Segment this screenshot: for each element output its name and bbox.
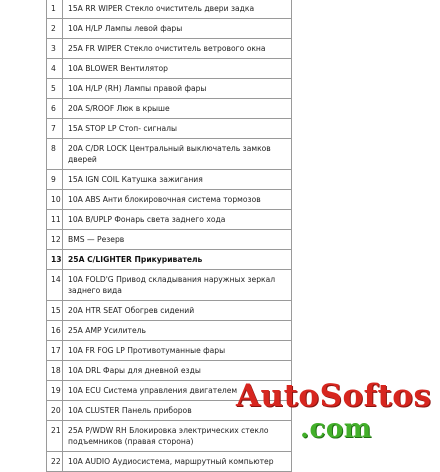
table-row [47,99,292,119]
fuse-description-cell: 15A STOP LP Стоп- сигналы [63,119,292,139]
fuse-description-cell: 10A ECU Система управления двигателем [63,381,292,401]
table-row [47,381,292,401]
table-row [47,19,292,39]
fuse-description-cell: 10A B/UPLP Фонарь света заднего хода [63,210,292,230]
fuse-number-cell: 12 [47,230,63,250]
fuse-description-cell: 10A ABS Анти блокировочная система тормозов [63,190,292,210]
fuse-description-cell: 20A HTR SEAT Обогрев сидений [63,301,292,321]
fuse-number-cell: 10 [47,190,63,210]
table-row [47,0,292,19]
fuse-description-cell: 25A P/WDW RH Блокировка электрических стекло подъемников (правая сторона) [63,421,292,452]
table-row [47,421,292,452]
table-row [47,250,292,270]
fuse-number-cell: 22 [47,452,63,472]
table-row [47,401,292,421]
fuse-number-cell: 16 [47,321,63,341]
table-row [47,452,292,472]
watermark-autosoftos: AutoSoftos [236,378,432,414]
table-row [47,270,292,301]
fuse-number-cell: 11 [47,210,63,230]
table-row [47,59,292,79]
fuse-number-cell: 20 [47,401,63,421]
fuse-description-cell: 25A AMP Усилитель [63,321,292,341]
fuse-description-cell: 25A FR WIPER Стекло очиститель ветрового окна [63,39,292,59]
fuse-table [46,0,292,472]
fuse-description-cell: 10A H/LP (RH) Лампы правой фары [63,79,292,99]
fuse-description-cell: 10A H/LP Лампы левой фары [63,19,292,39]
table-row [47,230,292,250]
fuse-number-cell: 7 [47,119,63,139]
fuse-description-cell: 10A BLOWER Вентилятор [63,59,292,79]
fuse-number-cell: 8 [47,139,63,170]
fuse-number-cell: 15 [47,301,63,321]
fuse-number-cell: 17 [47,341,63,361]
fuse-description-cell: 15A RR WIPER Стекло очиститель двери задка [63,0,292,19]
table-row [47,79,292,99]
table-row [47,139,292,170]
fuse-description-cell: 10A CLUSTER Панель приборов [63,401,292,421]
table-row [47,321,292,341]
fuse-table-body [47,0,292,472]
fuse-description-cell: BMS — Резерв [63,230,292,250]
fuse-number-cell: 9 [47,170,63,190]
fuse-number-cell: 6 [47,99,63,119]
fuse-description-cell: 10A FR FOG LP Противотуманные фары [63,341,292,361]
fuse-description-cell: 10A FOLD'G Привод складывания наружных зеркал заднего вида [63,270,292,301]
table-row [47,361,292,381]
table-row [47,170,292,190]
fuse-number-cell: 21 [47,421,63,452]
fuse-number-cell: 1 [47,0,63,19]
fuse-description-cell: 20A S/ROOF Люк в крыше [63,99,292,119]
fuse-number-cell: 18 [47,361,63,381]
table-row [47,39,292,59]
watermark-com: .com [300,414,372,444]
fuse-number-cell: 19 [47,381,63,401]
fuse-number-cell: 2 [47,19,63,39]
fuse-number-cell: 3 [47,39,63,59]
table-row [47,190,292,210]
fuse-description-cell: 25A C/LIGHTER Прикуриватель [63,250,292,270]
fuse-description-cell: 10A AUDIO Аудиосистема, маршрутный компьютер [63,452,292,472]
fuse-number-cell: 14 [47,270,63,301]
table-row [47,119,292,139]
table-row [47,210,292,230]
fuse-description-cell: 15A IGN COIL Катушка зажигания [63,170,292,190]
fuse-description-cell: 10A DRL Фары для дневной езды [63,361,292,381]
table-row [47,301,292,321]
fuse-number-cell: 13 [47,250,63,270]
fuse-number-cell: 4 [47,59,63,79]
fuse-description-cell: 20A C/DR LOCK Центральный выключатель замков дверей [63,139,292,170]
fuse-number-cell: 5 [47,79,63,99]
table-row [47,341,292,361]
